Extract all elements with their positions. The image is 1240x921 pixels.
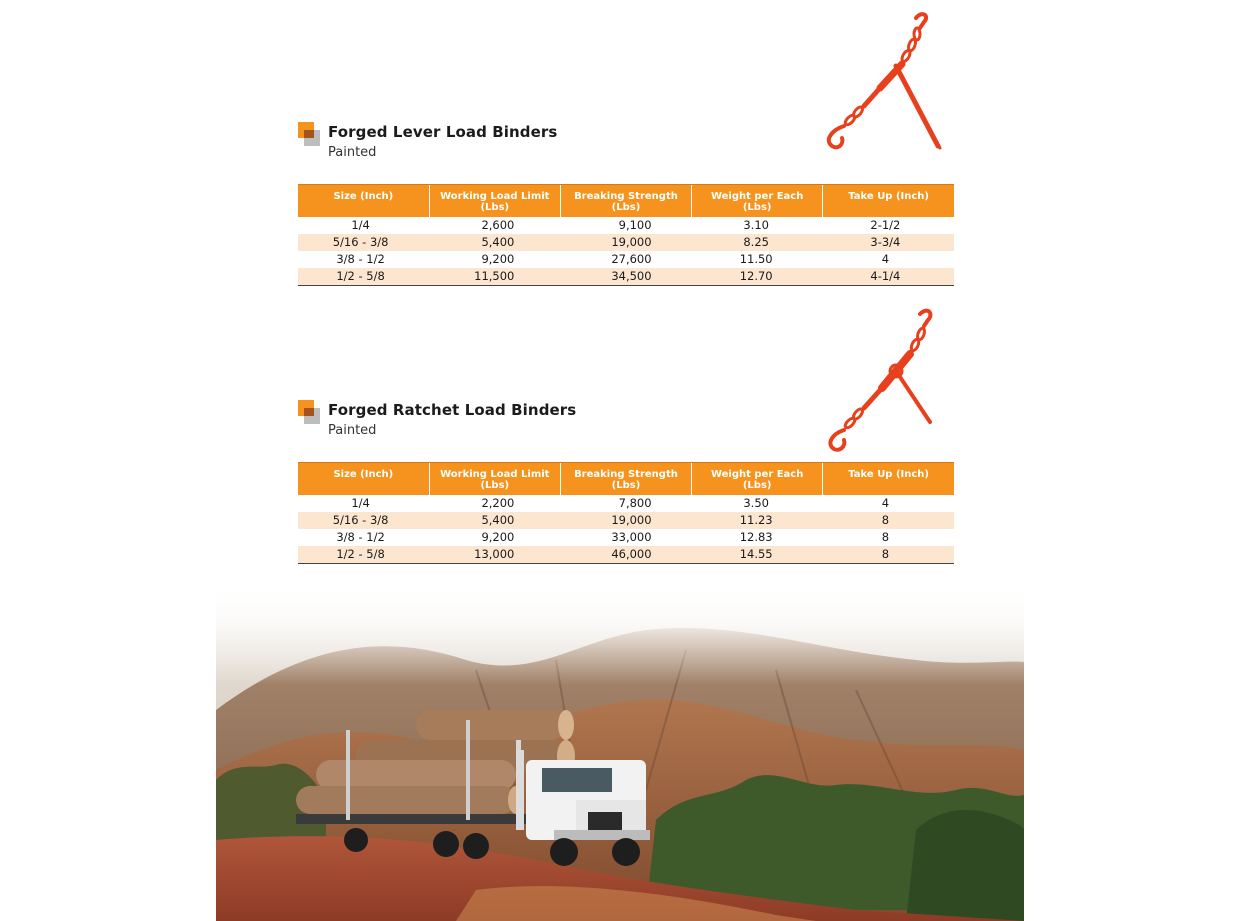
cell-takeup: 4: [881, 495, 890, 510]
ratchet-spec-table: [298, 462, 954, 564]
cell-breaking: 27,600: [611, 251, 652, 266]
cell-takeup: 8: [823, 546, 954, 564]
section-title: Forged Lever Load Binders: [328, 123, 558, 141]
cell-size: 1/2 - 5/8: [298, 268, 429, 286]
header-weight: Weight per Each (Lbs): [692, 185, 823, 217]
cell-wll: 5,400: [429, 234, 560, 251]
cell-weight: 11.50: [739, 251, 773, 266]
cell-size: 5/16 - 3/8: [298, 234, 429, 251]
cell-breaking: 9,100: [618, 217, 652, 232]
cell-size: 1/4: [351, 495, 370, 510]
cell-takeup: 8: [823, 512, 954, 529]
header-breaking: Breaking Strength (Lbs): [560, 185, 691, 217]
header-breaking: Breaking Strength (Lbs): [560, 463, 691, 495]
header-takeup: Take Up (Inch): [823, 463, 954, 495]
table-row: [298, 529, 954, 546]
section-subtitle: Painted: [328, 145, 377, 160]
cell-breaking: 19,000: [560, 234, 691, 251]
table-row: [298, 546, 954, 564]
logging-truck-photo: [216, 590, 1024, 921]
header-size: Size (Inch): [298, 185, 429, 217]
cell-size: 1/4: [351, 217, 370, 232]
cell-wll: 2,600: [481, 217, 515, 232]
cell-weight: 14.55: [692, 546, 823, 564]
cell-weight: 3.10: [743, 217, 769, 232]
photo-top-fade: [216, 590, 1024, 685]
header-wll: Working Load Limit (Lbs): [429, 185, 560, 217]
table-row: [298, 495, 954, 512]
cell-weight: 12.83: [739, 529, 773, 544]
cell-wll: 9,200: [481, 251, 515, 266]
orange-gray-squares-icon: [298, 400, 322, 424]
table-row: [298, 234, 954, 251]
lever-spec-table: [298, 184, 954, 286]
cell-wll: 2,200: [481, 495, 515, 510]
lever-load-binder-icon: [820, 8, 950, 156]
cell-weight: 8.25: [692, 234, 823, 251]
cell-takeup: 2-1/2: [870, 217, 901, 232]
cell-size: 3/8 - 1/2: [336, 251, 385, 266]
header-size: Size (Inch): [298, 463, 429, 495]
cell-breaking: 33,000: [611, 529, 652, 544]
cell-wll: 11,500: [429, 268, 560, 286]
cell-weight: 11.23: [692, 512, 823, 529]
ratchet-load-binder-icon: [822, 304, 937, 454]
header-wll: Working Load Limit (Lbs): [429, 463, 560, 495]
section-subtitle: Painted: [328, 423, 377, 438]
table-row: [298, 512, 954, 529]
table-row: [298, 217, 954, 234]
cell-breaking: 7,800: [618, 495, 652, 510]
header-takeup: Take Up (Inch): [823, 185, 954, 217]
table-row: [298, 251, 954, 268]
cell-takeup: 4: [881, 251, 890, 266]
header-weight: Weight per Each (Lbs): [692, 463, 823, 495]
section-title: Forged Ratchet Load Binders: [328, 401, 577, 419]
cell-size: 1/2 - 5/8: [298, 546, 429, 564]
cell-wll: 9,200: [481, 529, 515, 544]
table-header-row: [298, 185, 954, 217]
cell-size: 3/8 - 1/2: [336, 529, 385, 544]
cell-weight: 12.70: [692, 268, 823, 286]
cell-breaking: 34,500: [560, 268, 691, 286]
cell-breaking: 46,000: [560, 546, 691, 564]
cell-wll: 5,400: [429, 512, 560, 529]
cell-weight: 3.50: [743, 495, 769, 510]
cell-size: 5/16 - 3/8: [298, 512, 429, 529]
cell-takeup: 3-3/4: [823, 234, 954, 251]
cell-breaking: 19,000: [560, 512, 691, 529]
cell-takeup: 4-1/4: [823, 268, 954, 286]
table-header-row: [298, 463, 954, 495]
cell-takeup: 8: [881, 529, 890, 544]
orange-gray-squares-icon: [298, 122, 322, 146]
cell-wll: 13,000: [429, 546, 560, 564]
table-row: [298, 268, 954, 286]
